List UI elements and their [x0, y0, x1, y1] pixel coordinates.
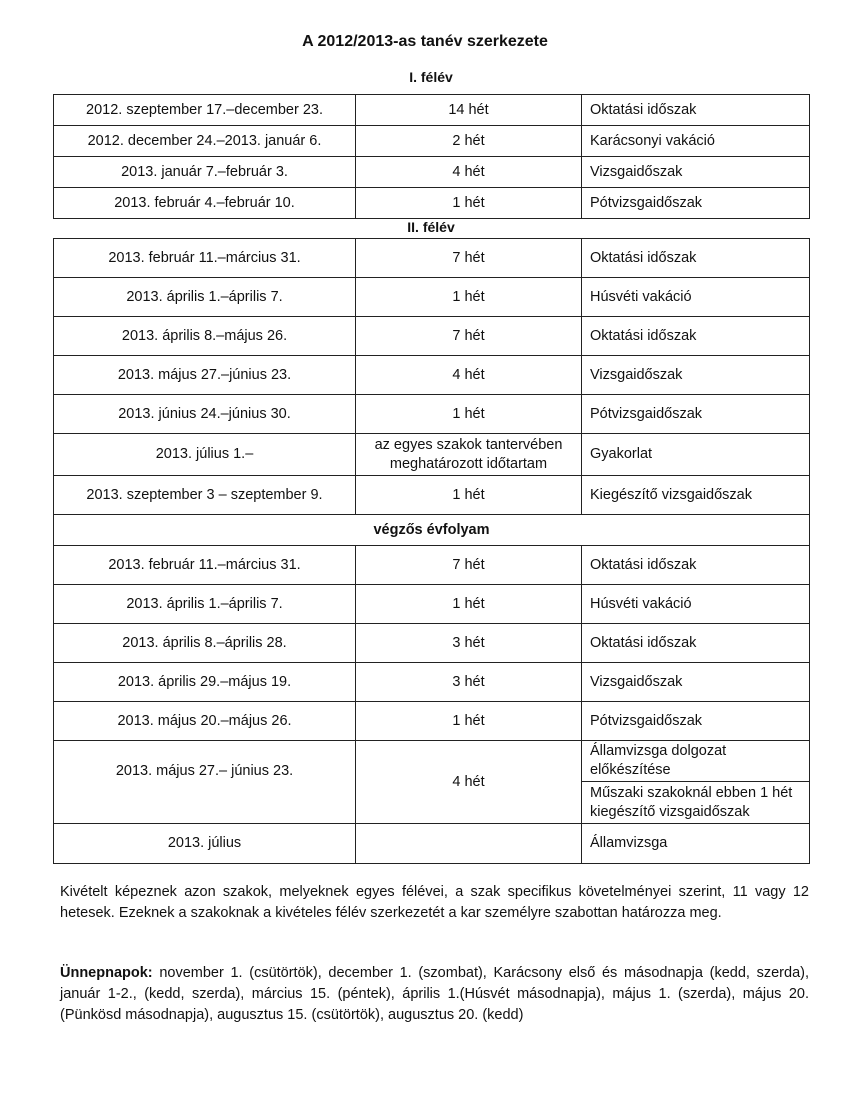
period-type-cell: Oktatási időszak: [582, 624, 810, 663]
table-row: [54, 434, 810, 476]
period-type-cell: Húsvéti vakáció: [582, 278, 810, 317]
date-cell: 2013. június 24.–június 30.: [54, 395, 356, 434]
duration-cell: 14 hét: [356, 95, 582, 126]
period-type-cell: Államvizsga: [582, 824, 810, 864]
period-type-cell: Műszaki szakoknál ebben 1 hét kiegészítő vizsgaidőszak: [582, 782, 810, 824]
duration-cell: az egyes szakok tantervében meghatározott időtartam: [356, 434, 582, 476]
table-row: [54, 126, 810, 157]
period-type-cell: Oktatási időszak: [582, 317, 810, 356]
exception-note: Kivételt képeznek azon szakok, melyeknek egyes félévei, a szak specifikus követelményei szerint, 11 vagy 12 hetesek. Ezeknek a szakoknak a kivételes félév szerkezetét a kar személyre szabottan határozza meg.: [60, 884, 809, 921]
table-row: [54, 741, 810, 782]
table-row: [54, 157, 810, 188]
period-type-cell: Oktatási időszak: [582, 239, 810, 278]
holidays-text: november 1. (csütörtök), december 1. (szombat), Karácsony első és másodnapja (kedd, szerda), január 1-2., (kedd, szerda), március 15. (péntek), április 1.(Húsvét másodnapja), május 1. (szerda), május 20. (Pünkösd másodnapja), augusztus 15. (csütörtök), augusztus 20. (kedd): [60, 965, 809, 1023]
date-cell: 2013. február 11.–március 31.: [54, 546, 356, 585]
duration-cell: 7 hét: [356, 239, 582, 278]
date-cell: 2013. április 8.–május 26.: [54, 317, 356, 356]
semester1-heading: I. félév: [409, 69, 453, 85]
date-cell: 2013. május 20.–május 26.: [54, 702, 356, 741]
duration-cell: 1 hét: [356, 702, 582, 741]
duration-cell: 1 hét: [356, 395, 582, 434]
period-type-cell: Vizsgaidőszak: [582, 356, 810, 395]
holidays-label: Ünnepnapok:: [60, 965, 153, 981]
date-cell: 2013. február 11.–március 31.: [54, 239, 356, 278]
table-row: [54, 663, 810, 702]
period-type-cell: Kiegészítő vizsgaidőszak: [582, 476, 810, 515]
table-row: [54, 476, 810, 515]
table-row: [54, 95, 810, 126]
period-type-cell: Vizsgaidőszak: [582, 157, 810, 188]
duration-cell: 2 hét: [356, 126, 582, 157]
date-cell: 2013. február 4.–február 10.: [54, 188, 356, 219]
period-type-cell: Pótvizsgaidőszak: [582, 188, 810, 219]
page-title: A 2012/2013-as tanév szerkezete: [302, 33, 548, 50]
date-cell: 2013. január 7.–február 3.: [54, 157, 356, 188]
date-cell: 2013. április 1.–április 7.: [54, 585, 356, 624]
table-row: [54, 395, 810, 434]
duration-cell: 1 hét: [356, 585, 582, 624]
duration-cell: 1 hét: [356, 278, 582, 317]
duration-cell: 7 hét: [356, 546, 582, 585]
table-row: [54, 546, 810, 585]
period-type-cell: Húsvéti vakáció: [582, 585, 810, 624]
duration-cell: 1 hét: [356, 476, 582, 515]
duration-cell: 4 hét: [356, 356, 582, 395]
section-heading-row: [54, 515, 810, 546]
date-cell: 2013. április 29.–május 19.: [54, 663, 356, 702]
period-type-cell: Oktatási időszak: [582, 546, 810, 585]
duration-cell: 4 hét: [356, 157, 582, 188]
date-cell: 2013. április 8.–április 28.: [54, 624, 356, 663]
date-cell: 2012. december 24.–2013. január 6.: [54, 126, 356, 157]
semester1-table: [53, 94, 810, 219]
table-row: [54, 356, 810, 395]
table-row: [54, 702, 810, 741]
date-cell: 2013. április 1.–április 7.: [54, 278, 356, 317]
date-cell: 2013. július: [54, 824, 356, 864]
semester2-heading: II. félév: [407, 219, 455, 235]
holidays-paragraph: [60, 963, 809, 1026]
duration-cell: [356, 824, 582, 864]
duration-cell: 4 hét: [356, 741, 582, 824]
period-type-cell: Vizsgaidőszak: [582, 663, 810, 702]
table-row: [54, 585, 810, 624]
duration-cell: 3 hét: [356, 663, 582, 702]
table-row: [54, 624, 810, 663]
date-cell: 2013. május 27.–június 23.: [54, 356, 356, 395]
date-cell: 2013. július 1.–: [54, 434, 356, 476]
table-row: [54, 188, 810, 219]
period-type-cell: Gyakorlat: [582, 434, 810, 476]
table-row: [54, 278, 810, 317]
table-row: [54, 239, 810, 278]
date-cell: 2013. szeptember 3 – szeptember 9.: [54, 476, 356, 515]
duration-cell: 3 hét: [356, 624, 582, 663]
final-year-heading: végzős évfolyam: [54, 515, 810, 546]
period-type-cell: Oktatási időszak: [582, 95, 810, 126]
duration-cell: 1 hét: [356, 188, 582, 219]
date-cell: 2013. május 27.– június 23.: [54, 741, 356, 824]
period-type-cell: Karácsonyi vakáció: [582, 126, 810, 157]
semester2-table: [53, 238, 810, 864]
table-row: [54, 824, 810, 864]
period-type-cell: Pótvizsgaidőszak: [582, 395, 810, 434]
period-type-cell: Pótvizsgaidőszak: [582, 702, 810, 741]
duration-cell: 7 hét: [356, 317, 582, 356]
period-type-cell: Államvizsga dolgozat előkészítése: [582, 741, 810, 782]
table-row: [54, 317, 810, 356]
date-cell: 2012. szeptember 17.–december 23.: [54, 95, 356, 126]
